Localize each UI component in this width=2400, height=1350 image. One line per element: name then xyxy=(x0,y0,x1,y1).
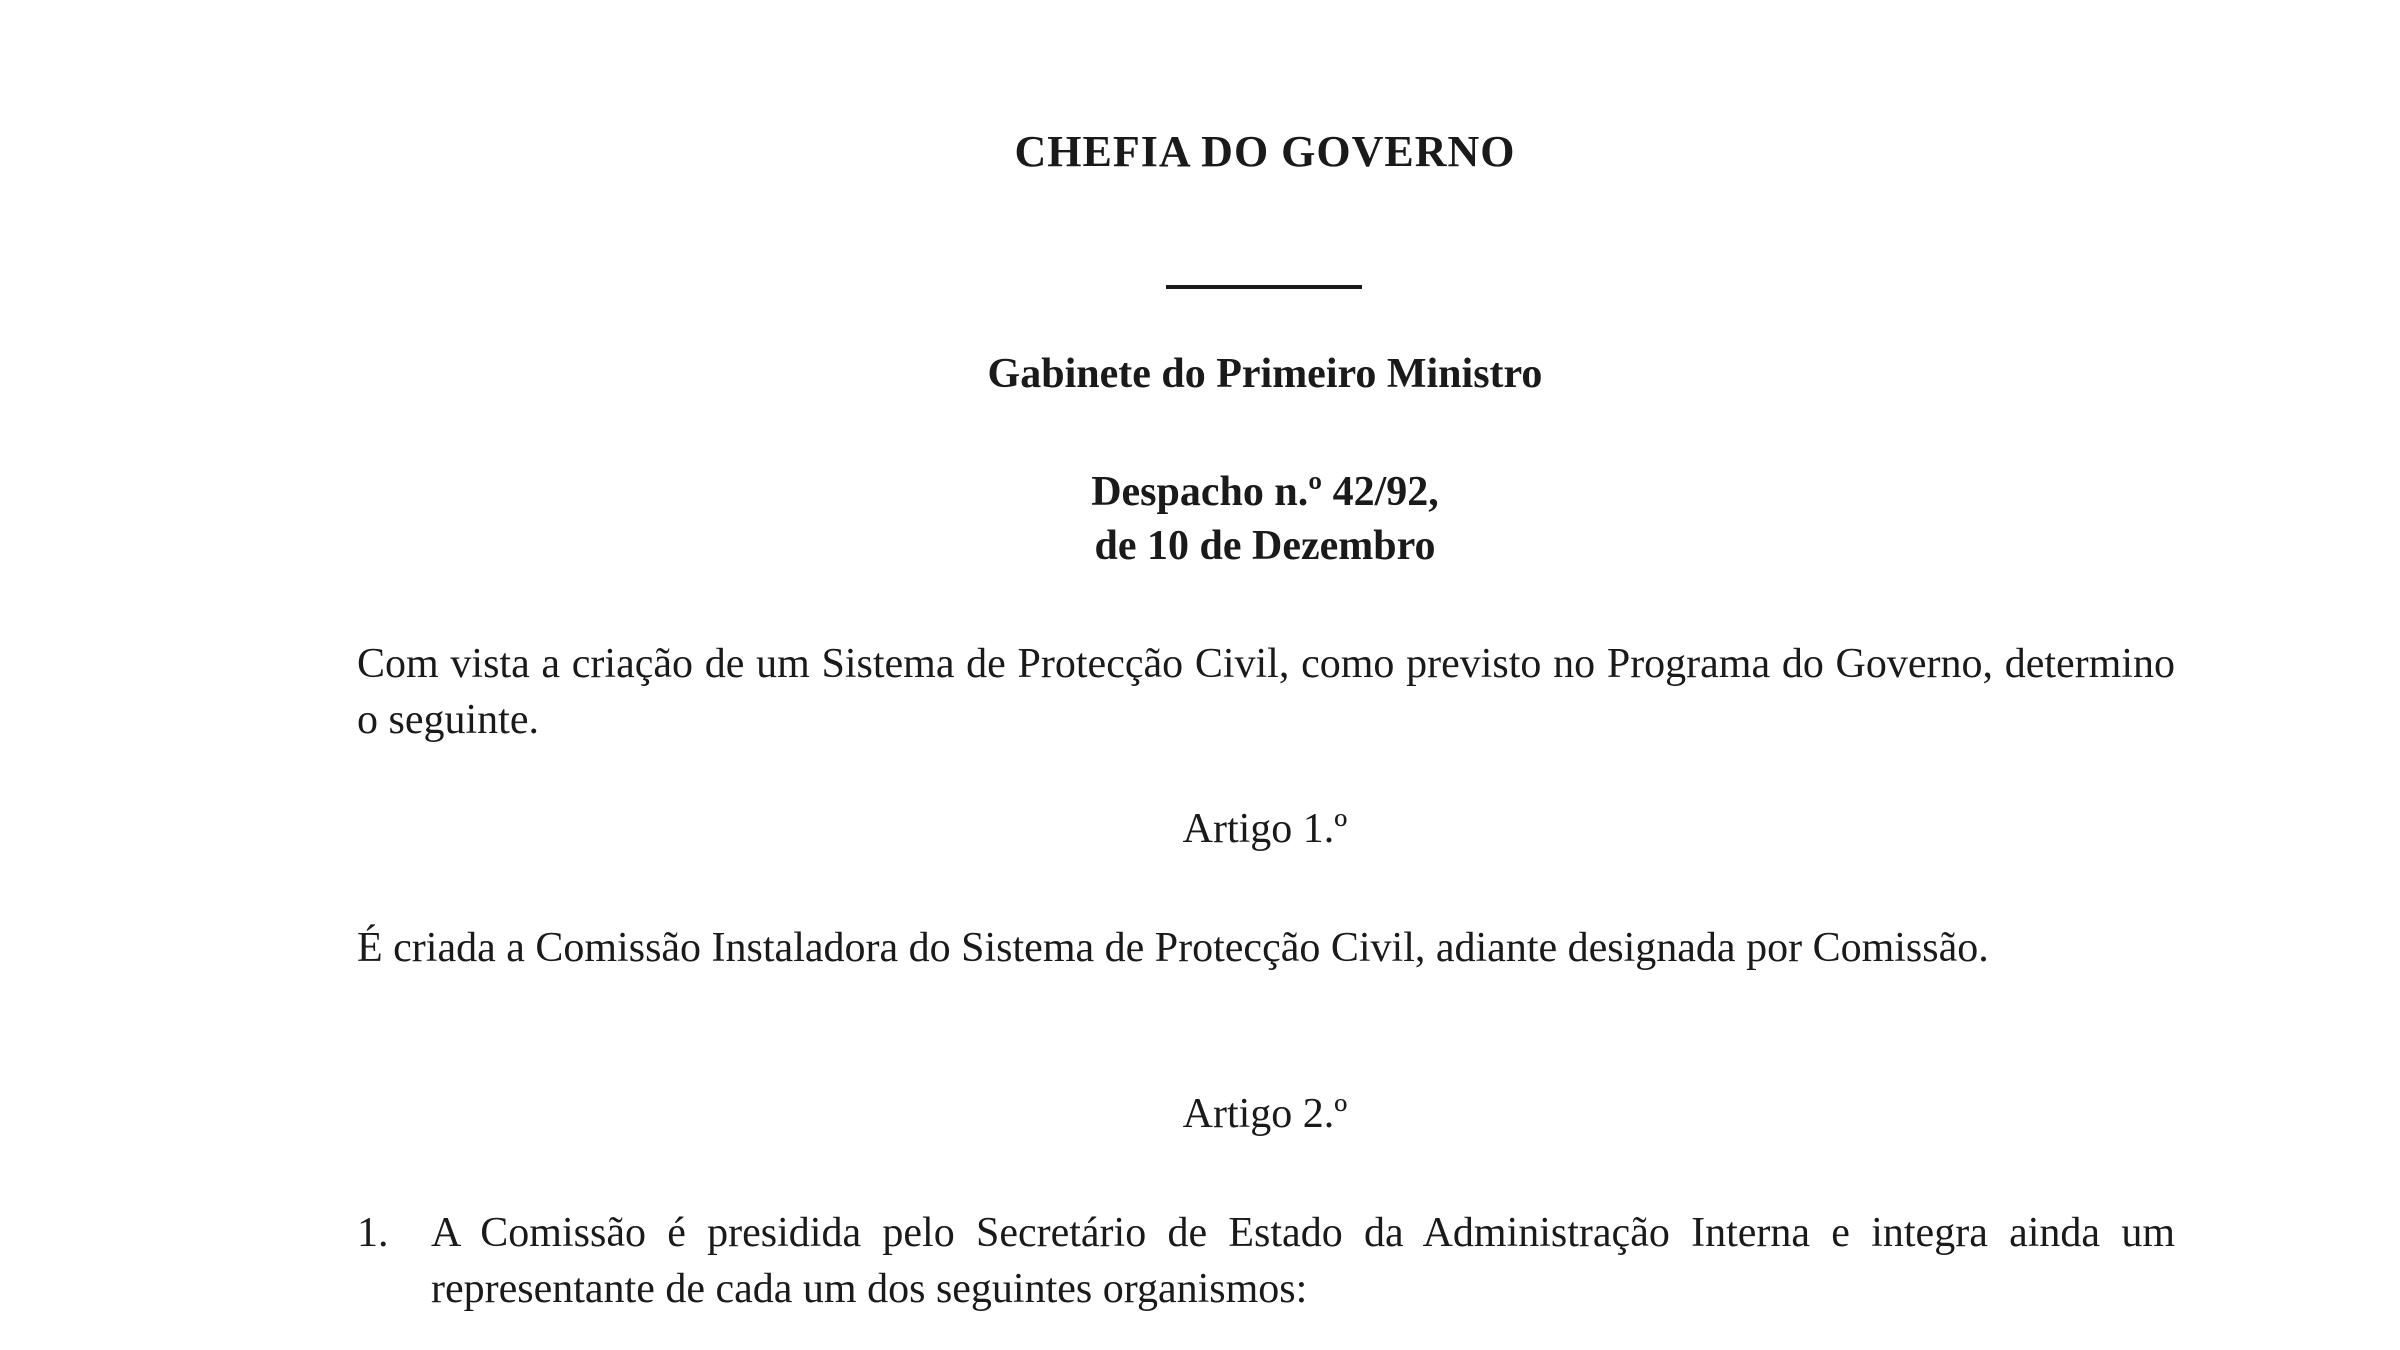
despacho-date: de 10 de Dezembro xyxy=(1094,523,1436,569)
article-1-title: Artigo 1.º xyxy=(1182,806,1348,852)
document-header: CHEFIA DO GOVERNO xyxy=(1014,127,1516,176)
preamble-paragraph: Com vista a criação de um Sistema de Protecção Civil, como previsto no Programa do Governo, determino o seguinte. xyxy=(357,641,2175,743)
despacho-number: Despacho n.º 42/92, xyxy=(1091,469,1439,515)
header-divider xyxy=(1166,285,1362,289)
item-text: A Comissão é presidida pelo Secretário de Estado da Administração Interna e integra ainda um representante de cada um dos seguintes organismos: xyxy=(431,1210,2175,1312)
article-1-text: É criada a Comissão Instaladora do Sistema de Protecção Civil, adiante designada por Comissão. xyxy=(357,925,1989,971)
office-title: Gabinete do Primeiro Ministro xyxy=(987,351,1543,397)
article-2-title: Artigo 2.º xyxy=(1182,1091,1348,1137)
item-number: 1. xyxy=(357,1210,389,1256)
